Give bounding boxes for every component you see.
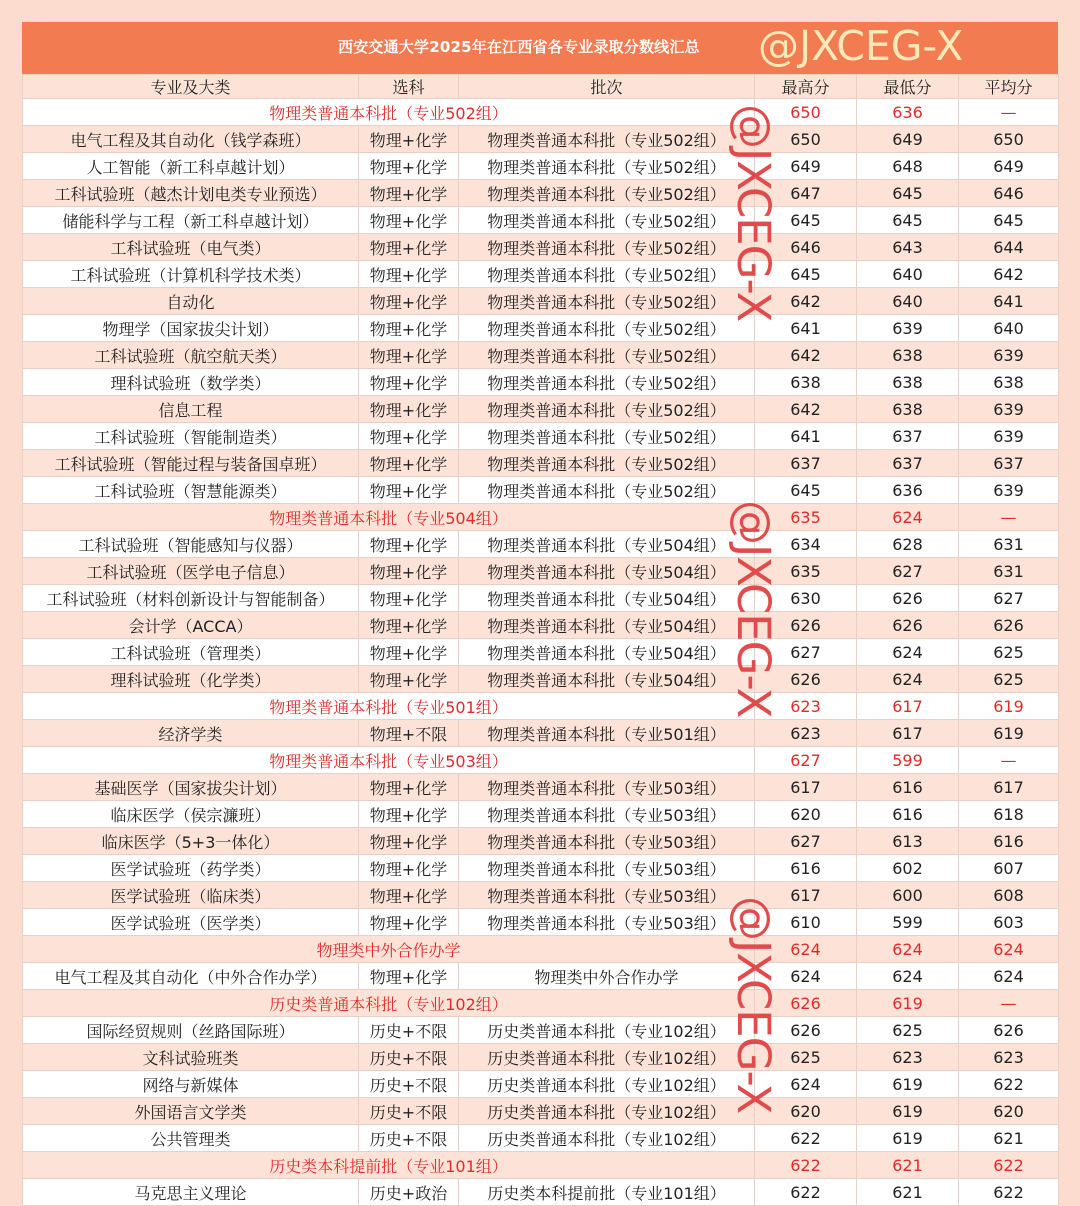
subject-cell: 物理+化学 xyxy=(359,315,459,342)
subject-cell: 物理+化学 xyxy=(359,369,459,396)
max-score-cell: 620 xyxy=(755,801,857,828)
major-cell: 国际经贸规则（丝路国际班） xyxy=(23,1017,359,1044)
major-cell: 人工智能（新工科卓越计划） xyxy=(23,153,359,180)
min-score-cell: 640 xyxy=(857,261,959,288)
subject-cell: 物理+化学 xyxy=(359,153,459,180)
avg-score-cell: 618 xyxy=(959,801,1059,828)
max-score-cell: 649 xyxy=(755,153,857,180)
subject-cell: 历史+不限 xyxy=(359,1044,459,1071)
max-score-cell: 637 xyxy=(755,450,857,477)
batch-cell: 物理类普通本科批（专业502组） xyxy=(459,234,755,261)
table-row xyxy=(23,666,1059,693)
table-row xyxy=(23,450,1059,477)
table-row xyxy=(23,126,1059,153)
subject-cell: 物理+化学 xyxy=(359,666,459,693)
min-score-cell: 624 xyxy=(857,639,959,666)
group-summary-row xyxy=(23,747,1059,774)
max-score-cell: 626 xyxy=(755,1017,857,1044)
header-major: 专业及大类 xyxy=(23,75,359,99)
table-row xyxy=(23,774,1059,801)
avg-score-cell: 622 xyxy=(959,1152,1059,1179)
min-score-cell: 619 xyxy=(857,1071,959,1098)
min-score-cell: 628 xyxy=(857,531,959,558)
subject-cell: 物理+化学 xyxy=(359,801,459,828)
batch-cell: 物理类普通本科批（专业504组） xyxy=(459,585,755,612)
group-summary-row xyxy=(23,693,1059,720)
max-score-cell: 624 xyxy=(755,963,857,990)
avg-score-cell: 624 xyxy=(959,963,1059,990)
major-cell: 工科试验班（电气类） xyxy=(23,234,359,261)
batch-cell: 物理类普通本科批（专业504组） xyxy=(459,558,755,585)
max-score-cell: 627 xyxy=(755,747,857,774)
major-cell: 工科试验班（越杰计划电类专业预选） xyxy=(23,180,359,207)
min-score-cell: 638 xyxy=(857,396,959,423)
batch-cell: 物理类普通本科批（专业502组） xyxy=(459,423,755,450)
max-score-cell: 617 xyxy=(755,774,857,801)
max-score-cell: 626 xyxy=(755,666,857,693)
min-score-cell: 617 xyxy=(857,693,959,720)
avg-score-cell: 626 xyxy=(959,1017,1059,1044)
avg-score-cell: 646 xyxy=(959,180,1059,207)
major-cell: 储能科学与工程（新工科卓越计划） xyxy=(23,207,359,234)
group-name: 物理类普通本科批（专业502组） xyxy=(23,99,755,126)
major-cell: 工科试验班（管理类） xyxy=(23,639,359,666)
batch-cell: 物理类普通本科批（专业502组） xyxy=(459,369,755,396)
subject-cell: 物理+化学 xyxy=(359,477,459,504)
batch-cell: 历史类普通本科批（专业102组） xyxy=(459,1071,755,1098)
batch-cell: 物理类普通本科批（专业503组） xyxy=(459,801,755,828)
max-score-cell: 626 xyxy=(755,990,857,1017)
avg-score-cell: 639 xyxy=(959,423,1059,450)
avg-score-cell: 626 xyxy=(959,612,1059,639)
max-score-cell: 642 xyxy=(755,396,857,423)
max-score-cell: 617 xyxy=(755,882,857,909)
batch-cell: 物理类普通本科批（专业502组） xyxy=(459,450,755,477)
batch-cell: 物理类普通本科批（专业503组） xyxy=(459,882,755,909)
group-name: 物理类普通本科批（专业503组） xyxy=(23,747,755,774)
table-row xyxy=(23,153,1059,180)
admission-score-table xyxy=(22,74,1059,1206)
batch-cell: 物理类普通本科批（专业502组） xyxy=(459,180,755,207)
min-score-cell: 640 xyxy=(857,288,959,315)
max-score-cell: 627 xyxy=(755,828,857,855)
major-cell: 工科试验班（智能过程与装备国卓班） xyxy=(23,450,359,477)
min-score-cell: 626 xyxy=(857,612,959,639)
avg-score-cell: 650 xyxy=(959,126,1059,153)
max-score-cell: 624 xyxy=(755,1071,857,1098)
batch-cell: 物理类普通本科批（专业504组） xyxy=(459,531,755,558)
group-name: 物理类普通本科批（专业504组） xyxy=(23,504,755,531)
batch-cell: 物理类普通本科批（专业504组） xyxy=(459,666,755,693)
subject-cell: 物理+化学 xyxy=(359,882,459,909)
subject-cell: 物理+化学 xyxy=(359,288,459,315)
subject-cell: 历史+不限 xyxy=(359,1125,459,1152)
avg-score-cell: 622 xyxy=(959,1179,1059,1206)
group-name: 历史类普通本科批（专业102组） xyxy=(23,990,755,1017)
batch-cell: 物理类普通本科批（专业502组） xyxy=(459,207,755,234)
batch-cell: 物理类普通本科批（专业503组） xyxy=(459,855,755,882)
subject-cell: 物理+化学 xyxy=(359,531,459,558)
major-cell: 电气工程及其自动化（中外合作办学） xyxy=(23,963,359,990)
subject-cell: 物理+化学 xyxy=(359,261,459,288)
avg-score-cell: 631 xyxy=(959,558,1059,585)
header-avg-score: 平均分 xyxy=(959,75,1059,99)
min-score-cell: 613 xyxy=(857,828,959,855)
major-cell: 网络与新媒体 xyxy=(23,1071,359,1098)
page-title: 西安交通大学2025年在江西省各专业录取分数线汇总 xyxy=(338,38,700,56)
min-score-cell: 619 xyxy=(857,1098,959,1125)
header-min-score: 最低分 xyxy=(857,75,959,99)
table-row xyxy=(23,423,1059,450)
group-summary-row xyxy=(23,936,1059,963)
major-cell: 工科试验班（智能制造类） xyxy=(23,423,359,450)
major-cell: 工科试验班（材料创新设计与智能制备） xyxy=(23,585,359,612)
title-watermark: @JXCEG-X xyxy=(758,22,964,70)
major-cell: 外国语言文学类 xyxy=(23,1098,359,1125)
subject-cell: 历史+政治 xyxy=(359,1179,459,1206)
max-score-cell: 626 xyxy=(755,612,857,639)
subject-cell: 物理+化学 xyxy=(359,126,459,153)
batch-cell: 物理类普通本科批（专业502组） xyxy=(459,315,755,342)
major-cell: 基础医学（国家拔尖计划） xyxy=(23,774,359,801)
subject-cell: 物理+化学 xyxy=(359,774,459,801)
table-row xyxy=(23,342,1059,369)
avg-score-cell: 649 xyxy=(959,153,1059,180)
min-score-cell: 623 xyxy=(857,1044,959,1071)
major-cell: 医学试验班（药学类） xyxy=(23,855,359,882)
major-cell: 医学试验班（临床类） xyxy=(23,882,359,909)
major-cell: 工科试验班（计算机科学技术类） xyxy=(23,261,359,288)
max-score-cell: 620 xyxy=(755,1098,857,1125)
batch-cell: 物理类普通本科批（专业502组） xyxy=(459,342,755,369)
min-score-cell: 636 xyxy=(857,99,959,126)
table-row xyxy=(23,720,1059,747)
batch-cell: 物理类普通本科批（专业502组） xyxy=(459,477,755,504)
avg-score-cell: 607 xyxy=(959,855,1059,882)
table-row xyxy=(23,882,1059,909)
max-score-cell: 641 xyxy=(755,423,857,450)
table-row xyxy=(23,288,1059,315)
min-score-cell: 638 xyxy=(857,342,959,369)
header-max-score: 最高分 xyxy=(755,75,857,99)
avg-score-cell: 631 xyxy=(959,531,1059,558)
min-score-cell: 616 xyxy=(857,801,959,828)
max-score-cell: 622 xyxy=(755,1125,857,1152)
table-row xyxy=(23,1071,1059,1098)
max-score-cell: 634 xyxy=(755,531,857,558)
batch-cell: 物理类普通本科批（专业504组） xyxy=(459,639,755,666)
subject-cell: 物理+不限 xyxy=(359,720,459,747)
table-header-row xyxy=(23,75,1059,99)
max-score-cell: 625 xyxy=(755,1044,857,1071)
min-score-cell: 602 xyxy=(857,855,959,882)
major-cell: 工科试验班（智能感知与仪器） xyxy=(23,531,359,558)
max-score-cell: 610 xyxy=(755,909,857,936)
max-score-cell: 645 xyxy=(755,207,857,234)
avg-score-cell: 620 xyxy=(959,1098,1059,1125)
batch-cell: 物理类普通本科批（专业503组） xyxy=(459,828,755,855)
batch-cell: 物理类普通本科批（专业502组） xyxy=(459,396,755,423)
min-score-cell: 624 xyxy=(857,963,959,990)
avg-score-cell: 608 xyxy=(959,882,1059,909)
max-score-cell: 650 xyxy=(755,126,857,153)
max-score-cell: 645 xyxy=(755,477,857,504)
batch-cell: 物理类普通本科批（专业502组） xyxy=(459,261,755,288)
major-cell: 工科试验班（航空航天类） xyxy=(23,342,359,369)
table-row xyxy=(23,261,1059,288)
major-cell: 电气工程及其自动化（钱学森班） xyxy=(23,126,359,153)
table-row xyxy=(23,558,1059,585)
table-row xyxy=(23,477,1059,504)
avg-score-cell: — xyxy=(959,504,1059,531)
table-row xyxy=(23,1017,1059,1044)
subject-cell: 物理+化学 xyxy=(359,963,459,990)
watermark-1: @JXCEG-X xyxy=(727,104,780,322)
table-row xyxy=(23,855,1059,882)
group-summary-row xyxy=(23,1152,1059,1179)
subject-cell: 物理+化学 xyxy=(359,450,459,477)
table-row xyxy=(23,963,1059,990)
avg-score-cell: 622 xyxy=(959,1071,1059,1098)
major-cell: 工科试验班（医学电子信息） xyxy=(23,558,359,585)
max-score-cell: 646 xyxy=(755,234,857,261)
avg-score-cell: 639 xyxy=(959,342,1059,369)
subject-cell: 物理+化学 xyxy=(359,909,459,936)
table-row xyxy=(23,1044,1059,1071)
min-score-cell: 639 xyxy=(857,315,959,342)
subject-cell: 物理+化学 xyxy=(359,234,459,261)
min-score-cell: 648 xyxy=(857,153,959,180)
max-score-cell: 642 xyxy=(755,288,857,315)
subject-cell: 物理+化学 xyxy=(359,828,459,855)
avg-score-cell: 625 xyxy=(959,639,1059,666)
table-row xyxy=(23,315,1059,342)
watermark-2: @JXCEG-X xyxy=(727,500,780,718)
score-sheet xyxy=(22,22,1058,1203)
max-score-cell: 642 xyxy=(755,342,857,369)
batch-cell: 物理类中外合作办学 xyxy=(459,963,755,990)
group-summary-row xyxy=(23,990,1059,1017)
table-row xyxy=(23,531,1059,558)
max-score-cell: 627 xyxy=(755,639,857,666)
avg-score-cell: 619 xyxy=(959,720,1059,747)
avg-score-cell: 641 xyxy=(959,288,1059,315)
subject-cell: 物理+化学 xyxy=(359,612,459,639)
avg-score-cell: 617 xyxy=(959,774,1059,801)
avg-score-cell: 644 xyxy=(959,234,1059,261)
major-cell: 自动化 xyxy=(23,288,359,315)
min-score-cell: 619 xyxy=(857,1125,959,1152)
batch-cell: 物理类普通本科批（专业503组） xyxy=(459,909,755,936)
batch-cell: 物理类普通本科批（专业502组） xyxy=(459,288,755,315)
batch-cell: 物理类普通本科批（专业504组） xyxy=(459,612,755,639)
subject-cell: 物理+化学 xyxy=(359,180,459,207)
batch-cell: 物理类普通本科批（专业501组） xyxy=(459,720,755,747)
avg-score-cell: 627 xyxy=(959,585,1059,612)
max-score-cell: 623 xyxy=(755,720,857,747)
table-row xyxy=(23,207,1059,234)
avg-score-cell: 621 xyxy=(959,1125,1059,1152)
avg-score-cell: 640 xyxy=(959,315,1059,342)
min-score-cell: 621 xyxy=(857,1179,959,1206)
min-score-cell: 599 xyxy=(857,909,959,936)
subject-cell: 物理+化学 xyxy=(359,639,459,666)
header-subject: 选科 xyxy=(359,75,459,99)
batch-cell: 历史类普通本科批（专业102组） xyxy=(459,1044,755,1071)
watermark-3: @JXCEG-X xyxy=(727,896,780,1114)
avg-score-cell: 637 xyxy=(959,450,1059,477)
header-batch: 批次 xyxy=(459,75,755,99)
avg-score-cell: 616 xyxy=(959,828,1059,855)
batch-cell: 历史类普通本科批（专业102组） xyxy=(459,1125,755,1152)
subject-cell: 物理+化学 xyxy=(359,855,459,882)
max-score-cell: 635 xyxy=(755,558,857,585)
table-row xyxy=(23,1179,1059,1206)
max-score-cell: 641 xyxy=(755,315,857,342)
table-row xyxy=(23,585,1059,612)
min-score-cell: 600 xyxy=(857,882,959,909)
group-name: 物理类普通本科批（专业501组） xyxy=(23,693,755,720)
table-row xyxy=(23,639,1059,666)
major-cell: 会计学（ACCA） xyxy=(23,612,359,639)
avg-score-cell: 625 xyxy=(959,666,1059,693)
table-row xyxy=(23,234,1059,261)
avg-score-cell: — xyxy=(959,990,1059,1017)
batch-cell: 物理类普通本科批（专业502组） xyxy=(459,126,755,153)
major-cell: 医学试验班（医学类） xyxy=(23,909,359,936)
min-score-cell: 616 xyxy=(857,774,959,801)
major-cell: 理科试验班（数学类） xyxy=(23,369,359,396)
min-score-cell: 624 xyxy=(857,504,959,531)
subject-cell: 物理+化学 xyxy=(359,396,459,423)
table-row xyxy=(23,180,1059,207)
batch-cell: 历史类本科提前批（专业101组） xyxy=(459,1179,755,1206)
avg-score-cell: 639 xyxy=(959,396,1059,423)
min-score-cell: 617 xyxy=(857,720,959,747)
subject-cell: 物理+化学 xyxy=(359,342,459,369)
batch-cell: 历史类普通本科批（专业102组） xyxy=(459,1098,755,1125)
subject-cell: 物理+化学 xyxy=(359,423,459,450)
max-score-cell: 624 xyxy=(755,936,857,963)
avg-score-cell: 623 xyxy=(959,1044,1059,1071)
batch-cell: 历史类普通本科批（专业102组） xyxy=(459,1017,755,1044)
major-cell: 文科试验班类 xyxy=(23,1044,359,1071)
major-cell: 理科试验班（化学类） xyxy=(23,666,359,693)
title-bar xyxy=(22,22,1058,74)
subject-cell: 历史+不限 xyxy=(359,1098,459,1125)
major-cell: 物理学（国家拔尖计划） xyxy=(23,315,359,342)
avg-score-cell: 603 xyxy=(959,909,1059,936)
min-score-cell: 626 xyxy=(857,585,959,612)
max-score-cell: 647 xyxy=(755,180,857,207)
max-score-cell: 630 xyxy=(755,585,857,612)
avg-score-cell: 639 xyxy=(959,477,1059,504)
major-cell: 马克思主义理论 xyxy=(23,1179,359,1206)
subject-cell: 物理+化学 xyxy=(359,585,459,612)
major-cell: 临床医学（5+3一体化） xyxy=(23,828,359,855)
max-score-cell: 650 xyxy=(755,99,857,126)
group-name: 历史类本科提前批（专业101组） xyxy=(23,1152,755,1179)
max-score-cell: 622 xyxy=(755,1152,857,1179)
min-score-cell: 645 xyxy=(857,180,959,207)
table-row xyxy=(23,1125,1059,1152)
table-row xyxy=(23,369,1059,396)
major-cell: 经济学类 xyxy=(23,720,359,747)
avg-score-cell: 642 xyxy=(959,261,1059,288)
min-score-cell: 625 xyxy=(857,1017,959,1044)
min-score-cell: 649 xyxy=(857,126,959,153)
major-cell: 信息工程 xyxy=(23,396,359,423)
min-score-cell: 621 xyxy=(857,1152,959,1179)
subject-cell: 历史+不限 xyxy=(359,1071,459,1098)
min-score-cell: 645 xyxy=(857,207,959,234)
avg-score-cell: — xyxy=(959,747,1059,774)
subject-cell: 物理+化学 xyxy=(359,558,459,585)
avg-score-cell: — xyxy=(959,99,1059,126)
subject-cell: 物理+化学 xyxy=(359,207,459,234)
table-row xyxy=(23,396,1059,423)
major-cell: 公共管理类 xyxy=(23,1125,359,1152)
table-row xyxy=(23,909,1059,936)
max-score-cell: 623 xyxy=(755,693,857,720)
avg-score-cell: 624 xyxy=(959,936,1059,963)
table-row xyxy=(23,612,1059,639)
avg-score-cell: 645 xyxy=(959,207,1059,234)
max-score-cell: 622 xyxy=(755,1179,857,1206)
avg-score-cell: 638 xyxy=(959,369,1059,396)
group-summary-row xyxy=(23,504,1059,531)
group-name: 物理类中外合作办学 xyxy=(23,936,755,963)
group-summary-row xyxy=(23,99,1059,126)
batch-cell: 物理类普通本科批（专业503组） xyxy=(459,774,755,801)
avg-score-cell: 619 xyxy=(959,693,1059,720)
table-row xyxy=(23,1098,1059,1125)
subject-cell: 历史+不限 xyxy=(359,1017,459,1044)
min-score-cell: 643 xyxy=(857,234,959,261)
major-cell: 临床医学（侯宗濂班） xyxy=(23,801,359,828)
min-score-cell: 627 xyxy=(857,558,959,585)
max-score-cell: 645 xyxy=(755,261,857,288)
major-cell: 工科试验班（智慧能源类） xyxy=(23,477,359,504)
min-score-cell: 637 xyxy=(857,423,959,450)
min-score-cell: 599 xyxy=(857,747,959,774)
batch-cell: 物理类普通本科批（专业502组） xyxy=(459,153,755,180)
min-score-cell: 637 xyxy=(857,450,959,477)
min-score-cell: 638 xyxy=(857,369,959,396)
max-score-cell: 635 xyxy=(755,504,857,531)
table-row xyxy=(23,828,1059,855)
max-score-cell: 638 xyxy=(755,369,857,396)
max-score-cell: 616 xyxy=(755,855,857,882)
min-score-cell: 619 xyxy=(857,990,959,1017)
min-score-cell: 624 xyxy=(857,936,959,963)
min-score-cell: 636 xyxy=(857,477,959,504)
min-score-cell: 624 xyxy=(857,666,959,693)
table-row xyxy=(23,801,1059,828)
